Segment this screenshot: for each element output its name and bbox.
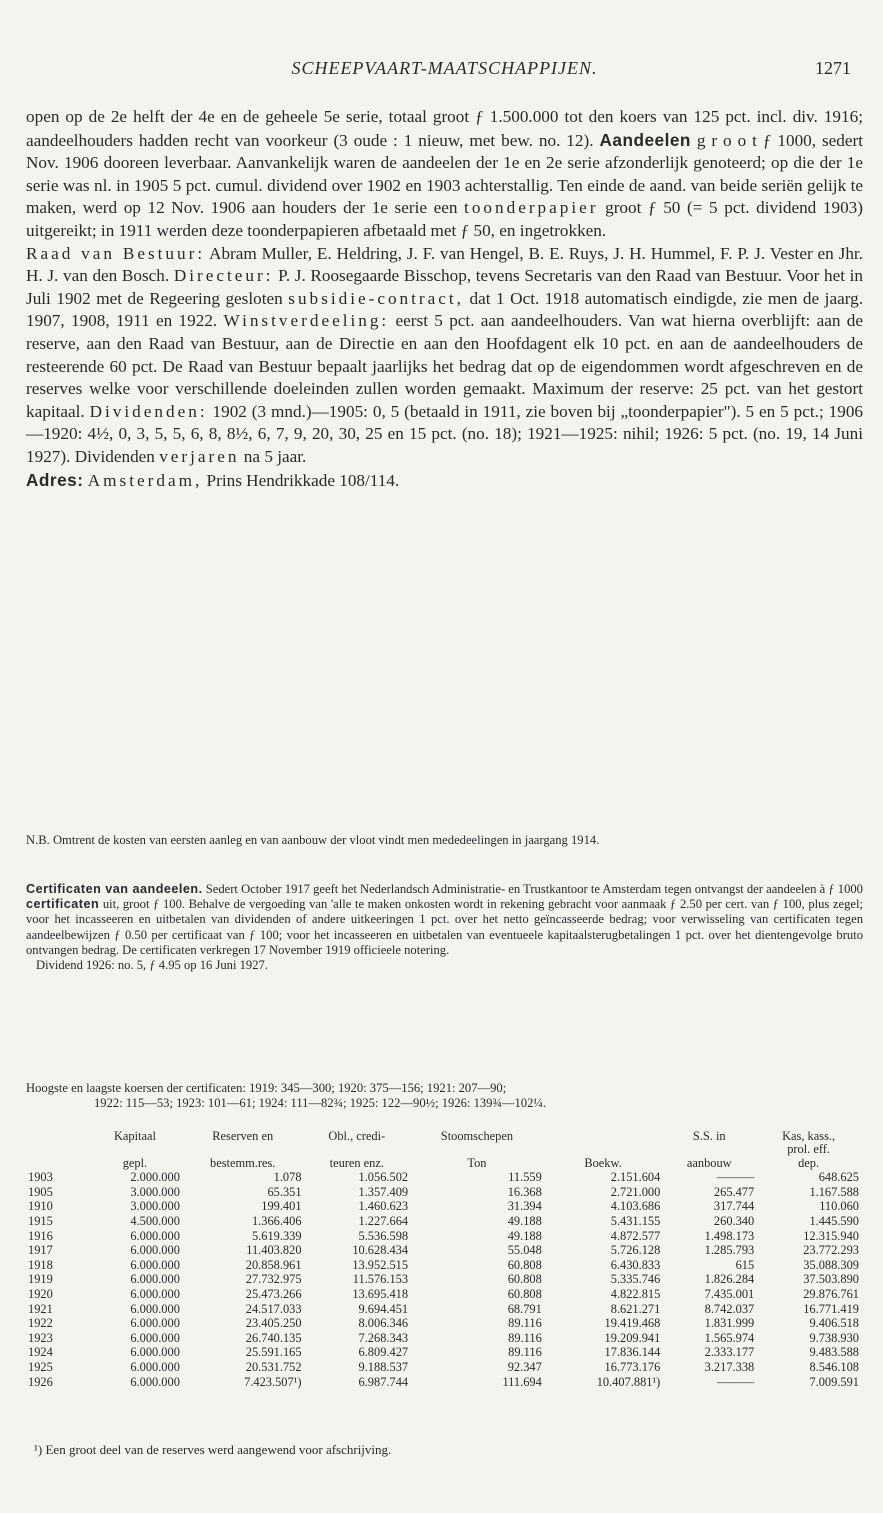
table-row <box>26 1360 861 1375</box>
table-row <box>26 1170 861 1185</box>
table-header-mid <box>26 1143 861 1156</box>
table-header-cell: S.S. in <box>692 1129 726 1143</box>
table-row <box>26 1229 861 1244</box>
table-cell: 35.088.309 <box>803 1257 859 1272</box>
table-cell: 6.000.000 <box>130 1330 180 1345</box>
table-header-cell <box>26 1143 88 1156</box>
table-cell: 12.315.940 <box>803 1228 859 1243</box>
table-cell: 6.430.833 <box>610 1257 661 1272</box>
table-cell: 111.694 <box>502 1374 542 1389</box>
table-header-cell <box>26 1130 88 1143</box>
table-cell: 260.340 <box>713 1214 755 1228</box>
table-cell: 8.621.271 <box>610 1301 661 1316</box>
table-cell: 31.394 <box>507 1199 542 1214</box>
table-header-cell <box>26 1157 88 1170</box>
table-cell: 92.347 <box>507 1359 542 1374</box>
table-cell: 60.808 <box>507 1286 542 1301</box>
table-cell: 1924 <box>28 1345 53 1360</box>
table-cell: 55.048 <box>507 1243 542 1258</box>
table-cell: 6.000.000 <box>130 1272 180 1287</box>
table-cell: 16.771.419 <box>803 1301 859 1316</box>
table-cell: ——— <box>717 1374 755 1389</box>
table-cell: 1916 <box>28 1228 53 1243</box>
table-cell: 2.000.000 <box>130 1170 180 1185</box>
table-cell: 1.445.590 <box>809 1214 859 1228</box>
koersen-line-2: 1922: 115—53; 1923: 101—61; 1924: 111—82¾; 1925: 122—90½; 1926: 139¾—102¼. <box>94 1096 546 1111</box>
table-cell: 49.188 <box>507 1228 542 1243</box>
table-cell: ——— <box>717 1170 755 1185</box>
koersen-section <box>26 1081 863 1111</box>
table-cell: 6.000.000 <box>130 1345 180 1360</box>
table-header-cell <box>662 1143 756 1156</box>
table-cell: 17.836.144 <box>604 1345 661 1360</box>
table-cell: 9.694.451 <box>358 1301 409 1316</box>
raad-label: Raad van Bestuur: <box>26 243 206 263</box>
table-cell: 5.335.746 <box>610 1272 661 1287</box>
table-cell: 3.000.000 <box>130 1199 180 1214</box>
table-header-cell: Ton <box>467 1155 487 1170</box>
table-cell: 6.000.000 <box>130 1257 180 1272</box>
table-cell: 89.116 <box>508 1330 542 1345</box>
table-cell: 1903 <box>28 1170 53 1185</box>
table-cell: 68.791 <box>507 1301 542 1316</box>
table-cell: 6.000.000 <box>130 1286 180 1301</box>
table-cell: 9.188.537 <box>358 1359 409 1374</box>
table-cell: 265.477 <box>713 1184 755 1199</box>
table-cell: 11.559 <box>508 1170 542 1185</box>
table-cell: 29.876.761 <box>803 1286 859 1301</box>
subsidie-term: subsidie-contract, <box>288 288 464 308</box>
table-cell: 1.167.588 <box>809 1184 859 1199</box>
table-cell: 7.009.591 <box>809 1374 859 1389</box>
table-cell: 4.872.577 <box>610 1228 661 1243</box>
table-cell: 23.772.293 <box>803 1243 859 1258</box>
table-row <box>26 1258 861 1273</box>
table-header-cell <box>410 1143 544 1156</box>
table-cell: 25.473.266 <box>245 1286 302 1301</box>
table-header-cell: bestemm.res. <box>210 1155 276 1170</box>
table-cell: 49.188 <box>507 1214 542 1228</box>
table-cell: 60.808 <box>507 1257 542 1272</box>
table-cell: 7.268.343 <box>358 1330 409 1345</box>
table-header-cell <box>304 1143 411 1156</box>
table-row <box>26 1243 861 1258</box>
page-number: 1271 <box>815 58 851 78</box>
table-cell: 9.483.588 <box>809 1345 859 1360</box>
table-cell: 24.517.033 <box>245 1301 302 1316</box>
table-cell: 7.423.507¹) <box>244 1374 302 1389</box>
running-title: SCHEEPVAART-MAATSCHAPPIJEN. <box>291 58 598 78</box>
table-row <box>26 1302 861 1317</box>
table-header-cell <box>182 1143 304 1156</box>
table-header-cell: dep. <box>798 1155 820 1170</box>
table-row <box>26 1199 861 1214</box>
table-header-cell: prol. eff. <box>787 1142 830 1157</box>
table-cell: 8.006.346 <box>358 1316 409 1331</box>
table-cell: 1.565.974 <box>704 1330 755 1345</box>
table-cell: 1923 <box>28 1330 53 1345</box>
table-cell: 1.498.173 <box>704 1228 755 1243</box>
table-cell: 10.628.434 <box>352 1243 409 1258</box>
table-cell: 1.056.502 <box>358 1170 409 1185</box>
table-cell: 6.809.427 <box>358 1345 409 1360</box>
dividenden-label: Dividenden: <box>89 401 208 421</box>
directeur-label: Directeur: <box>173 266 274 286</box>
toonderpapier-term: toonderpapier <box>464 198 599 218</box>
table-header-cell: teuren enz. <box>329 1155 384 1170</box>
table-cell: 16.773.176 <box>604 1359 661 1374</box>
aandeelen-label: Aandeelen <box>599 129 691 150</box>
table-cell: 4.500.000 <box>130 1214 180 1228</box>
table-cell: 1.227.664 <box>358 1214 409 1228</box>
table-cell: 1.078 <box>273 1170 302 1185</box>
certificaten-dividend: Dividend 1926: no. 5, ƒ 4.95 op 16 Juni 1927. <box>36 958 268 973</box>
table-cell: 1.826.284 <box>704 1272 755 1287</box>
table-cell: 4.822.815 <box>610 1286 661 1301</box>
table-cell: 648.625 <box>818 1170 859 1185</box>
table-cell: 16.368 <box>507 1184 542 1199</box>
table-header-bottom <box>26 1157 861 1170</box>
table-cell: 1.285.793 <box>704 1243 755 1258</box>
winst-label: Winstverdeeling: <box>223 311 390 331</box>
table-cell: 5.619.339 <box>251 1228 302 1243</box>
table-cell: 26.740.135 <box>245 1330 302 1345</box>
koersen-line-1: Hoogste en laagste koersen der certificaten: 1919: 345—300; 1920: 375—156; 1921: 207—90; <box>26 1081 507 1095</box>
table-cell: 13.952.515 <box>352 1257 409 1272</box>
table-header-cell: Kas, kass., <box>782 1129 836 1143</box>
table-cell: 6.000.000 <box>130 1359 180 1374</box>
table-cell: 1.357.409 <box>358 1184 409 1199</box>
table-row <box>26 1331 861 1346</box>
table-cell: 1921 <box>28 1301 53 1316</box>
table-cell: 1905 <box>28 1184 53 1199</box>
table-row <box>26 1272 861 1287</box>
table-cell: 6.000.000 <box>130 1374 180 1389</box>
table-cell: 1917 <box>28 1243 53 1258</box>
table-cell: 27.732.975 <box>245 1272 302 1287</box>
table-cell: 9.406.518 <box>809 1316 859 1331</box>
table-cell: 2.151.604 <box>610 1170 661 1185</box>
table-cell: 615 <box>735 1257 755 1272</box>
table-header-cell <box>544 1143 663 1156</box>
table-cell: 6.000.000 <box>130 1228 180 1243</box>
table-cell: 199.401 <box>261 1199 302 1214</box>
table-cell: 6.000.000 <box>130 1316 180 1331</box>
table-cell: 8.546.108 <box>809 1359 859 1374</box>
table-cell: 1926 <box>28 1374 53 1389</box>
table-row <box>26 1287 861 1302</box>
table-cell: 4.103.686 <box>610 1199 661 1214</box>
table-row <box>26 1345 861 1360</box>
paragraph-shares: open op de 2e helft der 4e en de geheele 5e serie, totaal groot ƒ 1.500.000 tot den koers van 125 pct. incl. div. 1916; aandeelhouders hadden recht van voorkeur (3 oude : 1 nieuw, met bew. no. 12). Aandeelen g r o o t ƒ 1000, sedert Nov. 1906 dooreen leverbaar. Aanvankelijk waren de aandeelen der 1e en 2e serie afzonderlijk genoteerd; op die der 1e serie was nl. in 1905 5 pct. cumul. dividend over 1902 en 1903 achterstallig. Ten einde de aand. van beide seriën gelijk te maken, werd op 12 Nov. 1906 aan houders der 1e serie een toonderpapier groot ƒ 50 (= 5 pct. dividend 1903) uitgereikt; in 1911 werden deze toonderpapieren afbetaald met ƒ 50, en ingetrokken. <box>26 107 864 240</box>
table-cell: 3.000.000 <box>130 1184 180 1199</box>
table-header-cell: Kapitaal <box>113 1129 156 1143</box>
certificaten-label: Certificaten van aandeelen. <box>26 882 203 896</box>
table-cell: 25.591.165 <box>245 1345 302 1360</box>
table-cell: 1915 <box>28 1214 53 1228</box>
table-cell: 317.744 <box>713 1199 755 1214</box>
table-row <box>26 1316 861 1331</box>
table-cell: 23.405.250 <box>245 1316 302 1331</box>
table-cell: 1910 <box>28 1199 53 1214</box>
table-cell: 1925 <box>28 1359 53 1374</box>
table-cell: 13.695.418 <box>352 1286 409 1301</box>
table-header-cell: Reserven en <box>212 1129 274 1143</box>
table-cell: 2.333.177 <box>704 1345 755 1360</box>
table-footnote: ¹) Een groot deel van de reserves werd aangewend voor afschrijving. <box>34 1442 392 1457</box>
table-cell: 6.000.000 <box>130 1301 180 1316</box>
table-cell: 5.431.155 <box>610 1214 661 1228</box>
table-cell: 1918 <box>28 1257 53 1272</box>
table-cell: 110.060 <box>819 1199 859 1214</box>
table-row <box>26 1185 861 1200</box>
certificaten-term: certificaten <box>26 897 100 912</box>
table-cell: 1.366.406 <box>251 1214 302 1228</box>
table-cell: 7.435.001 <box>704 1286 755 1301</box>
paragraph-board: Raad van Bestuur: Abram Muller, E. Heldring, J. F. van Hengel, B. E. Ruys, J. H. Hummel, F. P. J. Vester en Jhr. H. J. van den Bosch. Directeur: P. J. Roosegaarde Bisschop, tevens Secretaris van den Raad van Bestuur. Voor het in Juli 1902 met de Regeering gesloten subsidie-contract, dat 1 Oct. 1918 automatisch eindigde, zie men de jaarg. 1907, 1908, 1911 en 1922. Winstverdeeling: eerst 5 pct. aan aandeelhouders. Van wat hierna overblijft: aan de reserve, aan den Raad van Bestuur, aan de Directie en aan den Hoofdagent elk 10 pct. en aan de aandeelhouders de resteerende 60 pct. De Raad van Bestuur bepaalt jaarlijks het bedrag dat op de eigendommen wordt afgeschreven en de reserves welke voor verschillende doeleinden zullen worden gemaakt. Maximum der reserve: 25 pct. van het gestort kapitaal. Dividenden: 1902 (3 mnd.)—1905: 0, 5 (betaald in 1911, zie boven bij „toonderpapier"). 5 en 5 pct.; 1906—1920: 4½, 0, 3, 5, 5, 6, 8, 8½, 6, 7, 9, 20, 30, 25 en 15 pct. (no. 18); 1921—1925: nihil; 1926: 5 pct. (no. 19, 14 Juni 1927). Dividenden verjaren na 5 jaar. <box>26 243 864 466</box>
table-cell: 19.419.468 <box>604 1316 661 1331</box>
table-header-top <box>26 1130 861 1143</box>
table-cell: 60.808 <box>507 1272 542 1287</box>
table-cell: 8.742.037 <box>704 1301 755 1316</box>
table-cell: 1922 <box>28 1316 53 1331</box>
table-cell: 5.536.598 <box>358 1228 409 1243</box>
financial-table <box>26 1130 861 1389</box>
table-cell: 11.403.820 <box>246 1243 302 1258</box>
paragraph-address: Adres: Amsterdam, Prins Hendrikkade 108/114. <box>26 469 400 490</box>
table-cell: 89.116 <box>508 1345 542 1360</box>
table-cell: 1919 <box>28 1272 53 1287</box>
table-header-cell: aanbouw <box>686 1155 732 1170</box>
table-cell: 9.738.930 <box>809 1330 859 1345</box>
nb-note: N.B. Omtrent de kosten van eersten aanleg en van aanbouw der vloot vindt men mededeelingen in jaargang 1914. <box>26 833 600 847</box>
table-header-cell: Stoomschepen <box>440 1129 514 1143</box>
table-cell: 2.721.000 <box>610 1184 661 1199</box>
table-cell: 6.000.000 <box>130 1243 180 1258</box>
adres-city: Amsterdam, <box>87 470 203 490</box>
adres-label: Adres: <box>26 469 84 490</box>
table-cell: 65.351 <box>267 1184 302 1199</box>
table-row <box>26 1214 861 1229</box>
table-cell: 5.726.128 <box>610 1243 661 1258</box>
table-header-cell: Boekw. <box>584 1155 622 1170</box>
table-cell: 10.407.881¹) <box>596 1374 661 1389</box>
table-header-cell <box>544 1130 663 1143</box>
table-cell: 20.858.961 <box>245 1257 302 1272</box>
table-cell: 11.576.153 <box>352 1272 409 1287</box>
verjaren-term: verjaren <box>159 446 240 466</box>
table-cell: 1920 <box>28 1286 53 1301</box>
table-cell: 1.460.623 <box>358 1199 409 1214</box>
table-cell: 37.503.890 <box>803 1272 859 1287</box>
table-body <box>26 1170 861 1389</box>
table-cell: 6.987.744 <box>358 1374 409 1389</box>
table-header-cell: Obl., credi- <box>328 1129 386 1143</box>
table-header-cell <box>88 1143 182 1156</box>
table-cell: 89.116 <box>508 1316 542 1331</box>
table-row <box>26 1375 861 1390</box>
certificaten-section: Certificaten van aandeelen. Sedert October 1917 geeft het Nederlandsch Administratie- en Trustkantoor te Amsterdam tegen ontvangst der aandeelen à ƒ 1000 certificaten uit, groot ƒ 100. Behalve de vergoeding van 'alle te maken onkosten wordt in rekening gebracht voor aanmaak ƒ 2.50 per cert. van ƒ 100, plus zegel; voor het incasseeren en uitbetalen van dividenden of andere uitkeeringen 1 pct. over het netto geïncasseerde bedrag; voor verwisseling van certificaten tegen aandeelbewijzen ƒ 0.50 per certificaat van ƒ 100; voor het incasseeren en uitbetalen van eventueele kapitaalsterugbetalingen 1 pct. over het dientengevolge bruto ontvangen bedrag. De certificaten verkregen 17 November 1919 officieele notering. Dividend 1926: no. 5, ƒ 4.95 op 16 Juni 1927. <box>26 882 863 973</box>
table-cell: 3.217.338 <box>704 1359 755 1374</box>
table-cell: 19.209.941 <box>604 1330 661 1345</box>
table-cell: 20.531.752 <box>245 1359 302 1374</box>
page-header <box>26 58 863 88</box>
table-header-cell: gepl. <box>122 1155 148 1170</box>
table-cell: 1.831.999 <box>704 1316 755 1331</box>
main-text <box>26 106 863 492</box>
